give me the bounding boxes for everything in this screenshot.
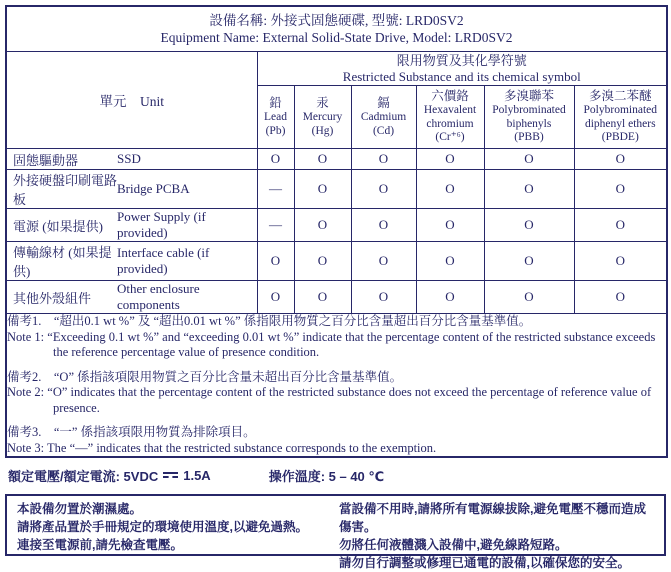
mark-cell: O [574,170,667,209]
note-1-en: Note 1: “Exceeding 0.1 wt %” and “exceeding 0.01 wt %” indicate that the percentage content of the restricted substance exceeds the reference percentage value of presence condition. [7,329,656,359]
safety-line: 本設備勿置於潮濕處。 [17,502,143,516]
component-name-zh: 固態驅動器 [13,152,79,168]
component-name-en: SSD [117,151,141,166]
note-3-zh: 備考3. “一” 係指該項限用物質為排除項目。 [7,425,256,439]
mark-cell: O [294,281,351,314]
note-3-en: Note 3: The “—” indicates that the restricted substance corresponds to the exemption. [7,440,437,455]
substance-header-lead [257,86,294,149]
unit-column-header: 單元 Unit [6,52,257,149]
mark-cell: O [351,242,416,281]
ratings-line [8,466,666,485]
note-group-3 [7,425,666,456]
mark-cell: O [294,149,351,170]
note-2-en: Note 2: “O” indicates that the percentage content of the restricted substance does not exceed the percentage of reference value of presence. [7,385,652,415]
mark-cell: O [416,209,484,242]
component-row-interface-cable [6,242,667,281]
mark-cell: O [257,242,294,281]
mark-cell: O [574,209,667,242]
rohs-declaration-table [5,5,668,458]
component-name-cell [6,170,257,209]
mark-cell: O [484,170,574,209]
mark-cell: O [416,281,484,314]
component-name-cell [6,281,257,314]
notes-section [6,314,667,458]
component-name-cell [6,242,257,281]
component-name-en: Interface cable (if provided) [117,245,210,276]
mark-cell: O [416,149,484,170]
substance-header-pbb [484,86,574,149]
equipment-title-cell [6,6,667,52]
substance-name-en: Polybrominated biphenyls [492,104,566,130]
restricted-substance-header [257,52,667,86]
mark-cell: O [574,281,667,314]
safety-line: 勿將任何液體濺入設備中,避免線路短路。 [339,538,568,552]
mark-cell: O [484,209,574,242]
substance-name-zh: 鎘 [377,96,390,110]
note-1-zh: 備考1. “超出0.1 wt %” 及 “超出0.01 wt %” 係指限用物質之百分比含量超出百分比含量基準值。 [7,314,532,328]
substance-name-en: Polybrominated diphenyl ethers [583,104,657,130]
component-name-zh: 外接硬盤印刷電路板 [13,173,118,207]
restricted-substance-header-en: Restricted Substance and its chemical symbol [342,68,581,84]
component-name-en: Power Supply (if provided) [117,209,206,240]
equipment-title-row [6,6,667,52]
safety-line: 請勿自行調整或修理已通電的設備,以確保您的安全。 [339,556,630,570]
component-name-cell [6,149,257,170]
mark-cell: O [351,281,416,314]
safety-line: 請將產品置於手冊規定的環境使用溫度,以避免過熱。 [17,520,308,534]
substance-name-zh: 鉛 [269,96,282,110]
safety-line: 連接至電源前,請先檢查電壓。 [17,538,183,552]
substance-name-en: Hexavalent chromium [423,104,477,130]
mark-cell: O [416,242,484,281]
substance-name-zh: 六價鉻 [431,89,469,104]
substance-name-zh: 多溴二苯醚 [589,89,652,104]
substance-symbol: (PBDE) [601,131,639,144]
component-name-zh: 傳輸線材 (如果提供) [13,245,112,279]
safety-column-right [339,500,658,570]
note-group-2 [7,370,666,417]
note-2-zh: 備考2. “O” 係指該項限用物質之百分比含量未超出百分比含量基準值。 [7,369,403,384]
mark-cell: — [257,209,294,242]
mark-cell: O [416,170,484,209]
component-name-zh: 其他外殼組件 [13,290,92,306]
mark-cell: O [574,149,667,170]
component-name-en: Bridge PCBA [117,181,190,196]
mark-cell: O [294,209,351,242]
safety-line: 當設備不用時,請將所有電源線拔除,避免電壓不穩而造成傷害。 [339,502,646,534]
substance-header-mercury [294,86,351,149]
safety-column-left [17,500,339,550]
component-row-ssd [6,149,667,170]
substance-symbol: (Cr⁺⁶) [435,131,465,144]
mark-cell: O [484,242,574,281]
mark-cell: O [351,149,416,170]
mark-cell: O [351,209,416,242]
notes-row [6,314,667,458]
component-name-zh: 電源 (如果提供) [13,218,103,234]
dc-symbol-icon [163,472,178,481]
component-name-en: Other enclosure components [117,281,200,312]
mark-cell: O [574,242,667,281]
rated-current-value: 1.5A [183,468,211,483]
mark-cell: — [257,170,294,209]
substance-name-en: Cadmium [360,111,407,123]
mark-cell: O [294,242,351,281]
substance-name-en: Lead [264,111,287,123]
operating-temperature-label: 操作溫度: 5 – 40 ℃ [268,469,385,484]
component-row-power-supply [6,209,667,242]
substance-name-zh: 多溴聯苯 [503,89,554,104]
component-row-bridge-pcba [6,170,667,209]
substance-symbol: (Cd) [372,124,395,137]
equipment-title-en: Equipment Name: External Solid-State Drive, Model: LRD0SV2 [160,30,513,45]
mark-cell: O [257,281,294,314]
substance-name-en: Mercury [302,111,343,123]
substance-name-zh: 汞 [316,96,329,110]
restricted-substance-header-zh: 限用物質及其化學符號 [396,52,527,68]
substance-symbol: (Pb) [265,124,286,137]
equipment-title-zh: 設備名稱: 外接式固態硬碟, 型號: LRD0SV2 [209,13,464,28]
substance-symbol: (Hg) [311,124,334,137]
mark-cell: O [257,149,294,170]
restricted-substance-header-row [6,52,667,86]
mark-cell: O [484,281,574,314]
component-name-cell [6,209,257,242]
component-row-other-enclosure [6,281,667,314]
substance-header-pbde [574,86,667,149]
mark-cell: O [351,170,416,209]
substance-header-cadmium [351,86,416,149]
safety-notice-box [5,494,666,570]
substance-header-hexavalent-chromium [416,86,484,149]
substance-symbol: (PBB) [514,131,544,144]
mark-cell: O [484,149,574,170]
mark-cell: O [294,170,351,209]
rated-voltage-current-label: 額定電壓/額定電流: 5VDC [8,469,159,484]
note-group-1 [7,314,666,361]
